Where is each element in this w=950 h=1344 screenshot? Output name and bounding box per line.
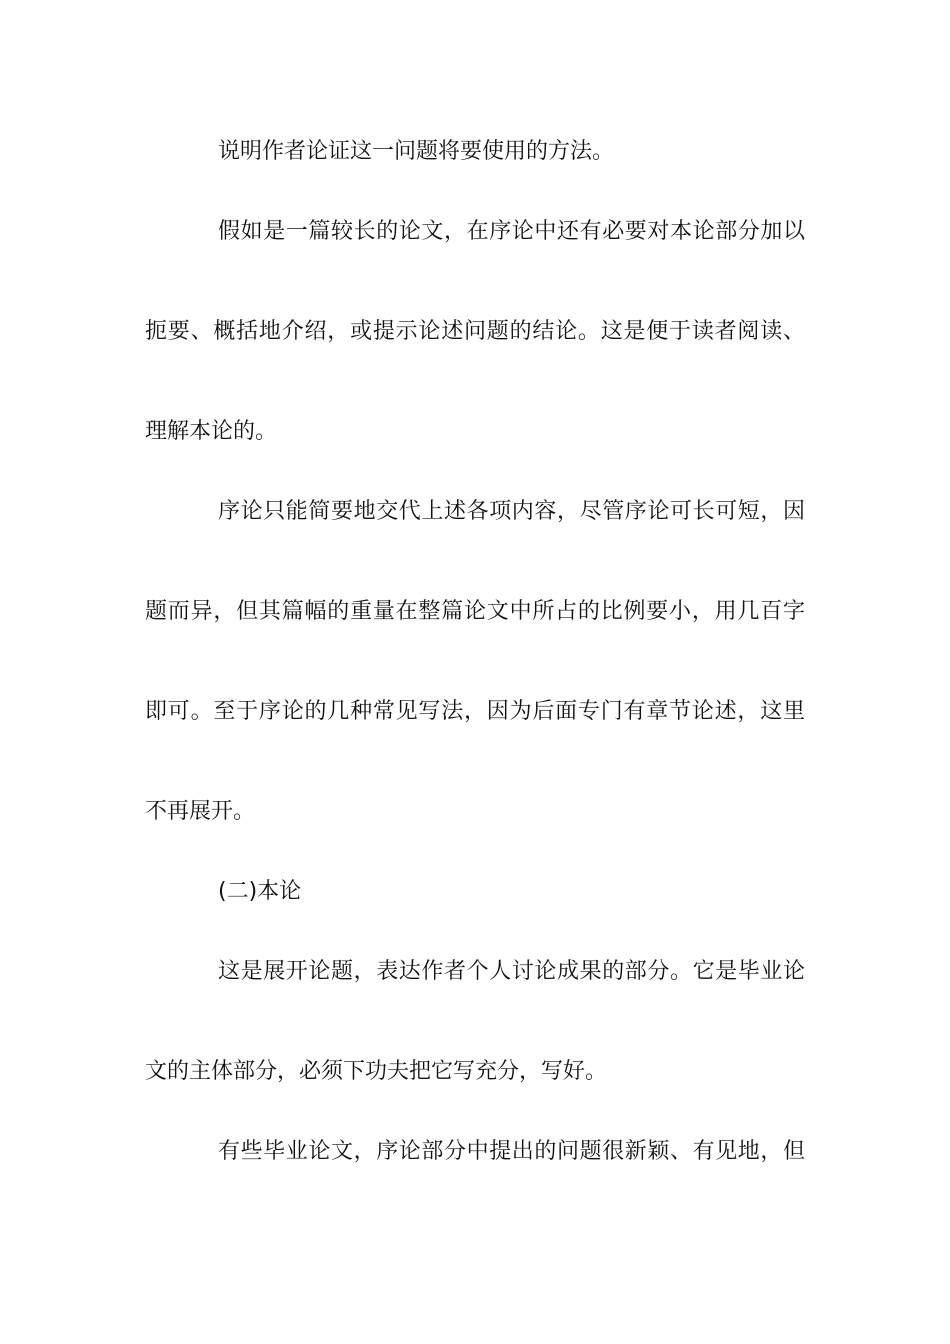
text-line: 理解本论的。 [145,419,278,444]
text-line: 序论只能简要地交代上述各项内容，尽管序论可长可短，因 [218,499,805,524]
text-line: 有些毕业论文，序论部分中提出的问题很新颖、有见地，但 [218,1139,805,1164]
text-line: 这是展开论题，表达作者个人讨论成果的部分。它是毕业论 [218,959,805,984]
text-line: 说明作者论证这一问题将要使用的方法。 [218,139,615,164]
text-line: 文的主体部分，必须下功夫把它写充分，写好。 [145,1059,608,1084]
text-line: 题而异，但其篇幅的重量在整篇论文中所占的比例要小，用几百字 [145,599,805,624]
text-line: 扼要、概括地介绍，或提示论述问题的结论。这是便于读者阅读、 [145,319,805,344]
section-heading: (二)本论 [218,879,302,904]
text-line: 假如是一篇较长的论文，在序论中还有必要对本论部分加以 [218,219,805,244]
text-line: 不再展开。 [145,799,256,824]
text-line: 即可。至于序论的几种常见写法，因为后面专门有章节论述，这里 [145,699,805,724]
